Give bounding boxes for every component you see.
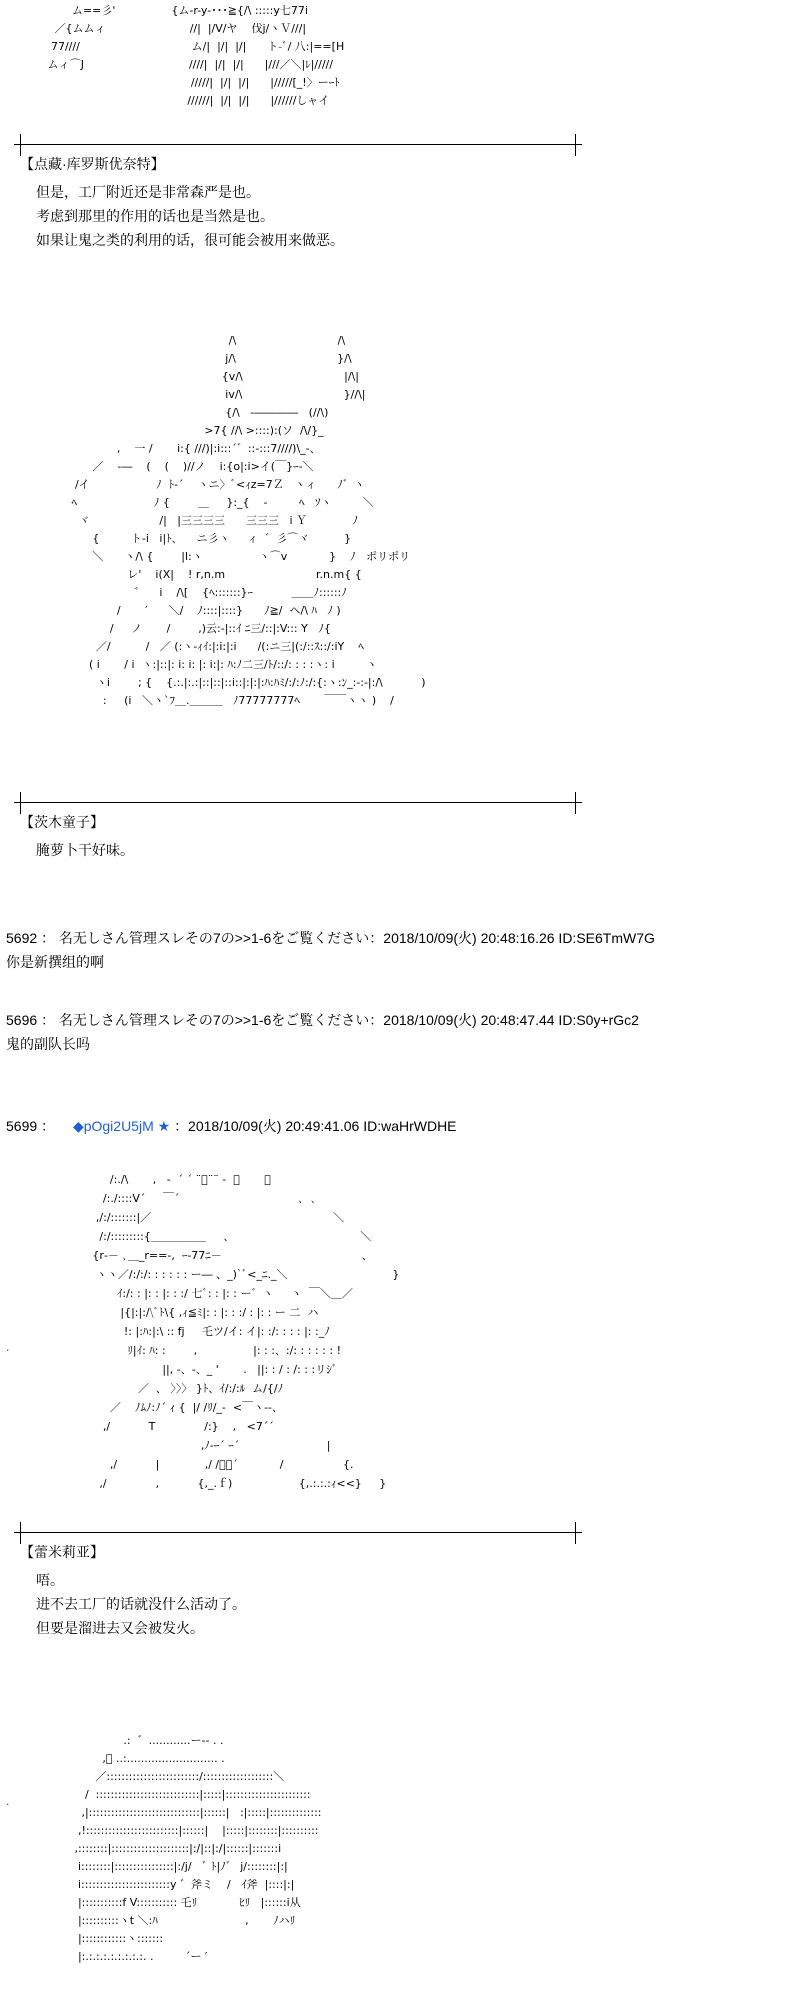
speech-lines — [36, 1568, 246, 1640]
divider — [14, 792, 582, 814]
post-body: 鬼的副队长吗 — [6, 1036, 90, 1052]
post-trip-link[interactable]: ◆pOgi2U5jM ★ — [72, 1118, 171, 1134]
speech-line: 进不去工厂的话就没什么活动了。 — [36, 1596, 246, 1612]
ascii-art-top: ム==彡' {ム-r-y-･･･≧{/\ :::::y七77i ／{ムムィ //| |/V/ヤ 伐j/ヽＶ///| 77//// ム/| |/| |/| ト-ﾞ/ 八:|==[H ムィ⌒J ////| |/| |/| |///／＼|ﾚ|///// /////| |/| |/| |/////[_!〉ーｰﾄ //////| |/| |/| |//////しャイ — [47, 4, 345, 107]
marker-dot: . — [6, 1794, 10, 1808]
speech-lines — [36, 180, 344, 252]
speech-line: 但是，工厂附近还是非常森严是也。 — [36, 184, 260, 200]
marker-dot: . — [6, 1340, 10, 1354]
speaker-name: 【蕾米莉亚】 — [20, 1544, 104, 1560]
divider — [14, 1522, 582, 1544]
ascii-art-ibaraki: /\ /\ j/\ }/\ {v/\ |/\| iv/\ }//\| {/\ -―――― (//\) >7{ //\ >::::):(ソ /\/}_ , 一 / i:{ ///)|:i:::´゛::‐:::7////)\_-、 ／ ‐― ( ( )//ノ i:{o|:i>イ(￣}ｰ‐＼ /イ ﾉ ﾄ-´ ヽニ〉ﾞ<ｨz=7Ｚ ヽィ ﾉ゛ヽ ﾍ ﾉ { ＿ }:_{ - ﾍ ｿヽ ＼ ヾ /| |三三三三 三三三 i Ｙ ﾉ { ト-i i|ﾄ、 ニ彡ヽ ィ ゛彡⌒ヾ } ＼ ヽ/\ { |l:ヽ ヽ⌒v } ﾉ ポリポリ レ' i(X| ! r,n.m r.n.m{ { ゛ i /\[ {ﾍ:::::::}ｰ ＿＿ﾉ::::::ﾉ / ′ ＼/ ﾉ::::|::::} ﾉ≧/ ヘ/\ ﾊ ﾉ ) / ノ / ,)云:-|::ｲ ﾆ三/::|:V::: Y ﾉ{ ／/ / ／ (:ヽ‐ｨｲ:|:i:|:i /(:ニ三|(:/::ｽ::/:iY ﾍ ( i / i ヽ:|::|: i: i: |: i:|: ﾊ:ﾉ二三/ﾄ/::/: : : :ヽ: i ヽ ヽi ; { {.:.|:.:|::|::|::i::|:|:|:ﾊ:ﾊﾐ/:/:ﾉ:/:{:ヽ:ﾝ_:‐:‐|:/\ ) : (i ＼ヽ`ﾌ＿.＿＿＿ ﾉ77777777ﾍ ￣￣ヽヽ ) / — [71, 334, 426, 707]
speech-line: 如果让鬼之类的利用的话，很可能会被用来做恶。 — [36, 232, 344, 248]
post-header — [6, 1116, 457, 1136]
speaker-name: 【点藏·库罗斯优奈特】 — [20, 156, 165, 172]
post-header: 5696 ： 名无しさん管理スレその7の>>1-6をご覧ください：2018/10/09(火) 20:48:47.44 ID:S0y+rGc2 — [6, 1012, 639, 1028]
post-header: 5692 ： 名无しさん管理スレその7の>>1-6をご覧ください：2018/10/09(火) 20:48:16.26 ID:SE6TmW7G — [6, 930, 655, 946]
post-meta: ：2018/10/09(火) 20:49:41.06 ID:waHrWDHE — [174, 1118, 457, 1134]
divider — [14, 134, 582, 156]
ascii-art-remilia: /:./\ , - ´ ´ ¨ﾞ¨¨ ‐ 、 、 /:./::::V´ ￣´ ､ ､ ,/:/:::::::|／ ＼ /:/:::::::::{＿＿＿＿＿ 、 ＼ {r‐－ ､＿_r==-, ｰ-77ﾆ－ 、 ヽヽ／/:/:/: : : : : : ー― 、_)`ﾞ<_ﾆ._＼ } ｲ:/: : |: : |: : :/ 七ﾞ: : |: : ー゛ヽ ヽ ￣＼＿／ |{|:|:/\ﾞﾄ\{ ,ｨ≦ﾐ|: : |: : :/ : |: : ー 二 ハ !: |:ﾊ:|:\ :: fj 乇ツ/イ: イ|: :/: : : : |: :_ﾉ ﾘ|ｲ: ﾊ: : , |: : :、:/: : : : : : ! ||, -、‐、_ ' . ||: : / : /: : :リｼﾞ ／ 、 〉〉〉 }ﾄ、ｲ/:/:ﾙ ム/{/ﾉ ／ ﾉﾑﾉ:ﾉ´ ｨ { |/ /ﾘ/_- <￣ヽ‐-、 ,/ T /:} , <7´´ ,ﾉ-ｰ´ ｰ´ | ,/ | ,/ /ﾞ￣´ / {. ,/ , {,_.ｆ) {,.:.:.:ｨ<<} } — [92, 1173, 400, 1490]
ascii-art-remilia-2: .: ゛............ー-- . . ,ﾞ ..:.......................... . ／:::::::::::::::::::::::::/:::::::::::::::::::＼ / ::::::::::::::::::::::::::::|:::::|::::::::::::::::::::::: ,|::::::::::::::::::::::::::::::|::::::| :|:::::|:::::::::::::: ,!:::::::::::::::::::::::::|::::::| |:::::|::::::::|:::::::::: ,::::::::|:::::::::::::::::::::|:/|::|:/|::::::|:::::::i i::::::::|::::::::::::::::|:/j/ ﾞ ﾄ|ﾉ゛ j/::::::::|:| i::::::::::::::::::::::::y ゛斧ミ / ｲ斧 |::::|:| |:::::::::::f V::::::::::: 乇ﾘ ﾋﾘ |::::::i从 |::::::::::ヽt ＼:ﾊ , ﾉハﾘ |::::::::::::ヽ::::::: |:.:.:.:.:.:.:.:.:. . ´ー ′ — [74, 1734, 322, 1963]
post-number: 5699 ： — [6, 1118, 56, 1134]
speaker-name: 【茨木童子】 — [20, 814, 104, 830]
post-body: 你是新撰组的啊 — [6, 954, 104, 970]
speech-line: 考虑到那里的作用的话也是当然是也。 — [36, 208, 274, 224]
speech-lines — [36, 838, 134, 862]
speech-line: 腌萝卜干好味。 — [36, 842, 134, 858]
speech-line: 但要是溜进去又会被发火。 — [36, 1620, 204, 1636]
speech-line: 唔。 — [36, 1572, 64, 1588]
